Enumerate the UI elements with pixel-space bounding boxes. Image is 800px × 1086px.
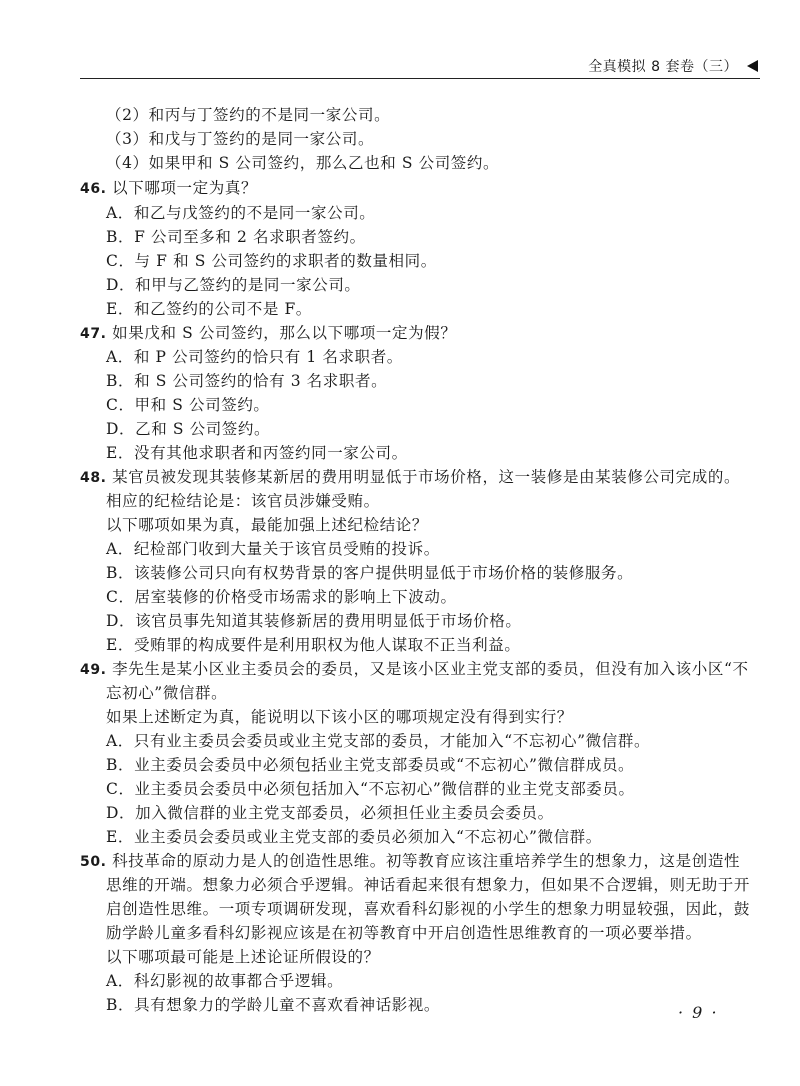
text-line [106,418,270,440]
text-line [106,994,440,1016]
line-text: （2）和丙与丁签约的不是同一家公司。 [106,106,391,124]
question-number: 47. [80,326,107,342]
text-line [106,514,428,536]
line-text: 如果上述断定为真，能说明以下该小区的哪项规定没有得到实行？ [106,708,573,726]
line-text: 科技革命的原动力是人的创造性思维。初等教育应该注重培养学生的想象力，这是创造性 [112,852,741,870]
text-line [106,778,635,800]
page-number: · 9 · [678,1003,719,1022]
line-text: E．受贿罪的构成要件是利用职权为他人谋取不正当利益。 [106,636,521,654]
page-header [80,52,760,79]
text-line [106,922,702,944]
line-text: （3）和戊与丁签约的是同一家公司。 [106,130,375,148]
line-text: 相应的纪检结论是：该官员涉嫌受贿。 [106,492,380,510]
line-text: C．与 F 和 S 公司签约的求职者的数量相同。 [106,252,437,270]
line-text: B．该装修公司只向有权势背景的客户提供明显低于市场价格的装修服务。 [106,564,634,582]
line-text: E．和乙签约的公司不是 F。 [106,300,312,318]
line-text: C．业主委员会委员中必须包括加入“不忘初心”微信群的业主党支部委员。 [106,780,635,798]
line-text: D．该官员事先知道其装修新居的费用明显低于市场价格。 [106,612,522,630]
question-stem-line [80,177,257,200]
text-line [106,202,375,224]
line-text: E．没有其他求职者和丙签约同一家公司。 [106,444,408,462]
text-line [106,370,387,392]
text-line [106,226,366,248]
line-text: A．和 P 公司签约的恰只有 1 名求职者。 [106,348,403,366]
question-stem-line [80,658,749,681]
text-line [106,874,750,896]
text-line [106,610,522,632]
text-line [106,104,390,126]
text-line [106,826,602,848]
text-line [106,634,520,656]
text-line [106,802,554,824]
question-stem-line [80,322,456,345]
text-line [106,682,227,704]
line-text: 励学龄儿童多看科幻影视应该是在初等教育中开启创造性思维教育的一项必要举措。 [106,924,702,942]
text-line [106,152,499,174]
line-text: B．和 S 公司签约的恰有 3 名求职者。 [106,372,388,390]
line-text: 启创造性思维。一项专项调研发现，喜欢看科幻影视的小学生的想象力明显较强，因此，鼓 [106,900,751,918]
line-text: A．和乙与戊签约的不是同一家公司。 [106,204,376,222]
line-text: A．纪检部门收到大量关于该官员受贿的投诉。 [106,540,440,558]
text-line [106,346,403,368]
line-text: 如果戊和 S 公司签约，那么以下哪项一定为假？ [112,324,457,342]
text-line [106,706,573,728]
text-line [106,730,650,752]
line-text: 忘初心”微信群。 [106,684,228,702]
line-text: D．和甲与乙签约的是同一家公司。 [106,276,361,294]
text-line [106,562,633,584]
text-line [106,128,374,150]
line-text: B．F 公司至多和 2 名求职者签约。 [106,228,366,246]
line-text: D．加入微信群的业主党支部委员，必须担任业主委员会委员。 [106,804,554,822]
question-number: 48. [80,470,107,486]
text-line [106,754,634,776]
text-line [106,394,270,416]
text-line [106,250,437,272]
line-text: C．甲和 S 公司签约。 [106,396,270,414]
line-text: （4）如果甲和 S 公司签约，那么乙也和 S 公司签约。 [106,154,500,172]
question-stem-line [80,850,740,873]
line-text: A．科幻影视的故事都合乎逻辑。 [106,972,344,990]
line-text: D．乙和 S 公司签约。 [106,420,271,438]
line-text: B．具有想象力的学龄儿童不喜欢看神话影视。 [106,996,440,1014]
line-text: A．只有业主委员会委员或业主党支部的委员，才能加入“不忘初心”微信群。 [106,732,651,750]
question-number: 50. [80,854,107,870]
text-line [106,898,750,920]
text-line [106,970,343,992]
line-text: B．业主委员会委员中必须包括业主党支部委员或“不忘初心”微信群成员。 [106,756,635,774]
line-text: 以下哪项如果为真，最能加强上述纪检结论？ [106,516,429,534]
text-line [106,274,361,296]
line-text: C．居室装修的价格受市场需求的影响上下波动。 [106,588,457,606]
text-line [106,586,457,608]
line-text: 以下哪项最可能是上述论证所假设的？ [106,948,380,966]
text-line [106,298,312,320]
line-text: E．业主委员会委员或业主党支部的委员必须加入“不忘初心”微信群。 [106,828,602,846]
line-text: 某官员被发现其装修某新居的费用明显低于市场价格，这一装修是由某装修公司完成的。 [112,468,741,486]
line-text: 以下哪项一定为真？ [112,179,258,197]
text-line [106,538,440,560]
question-number: 49. [80,662,107,678]
line-text: 李先生是某小区业主委员会的委员，又是该小区业主党支部的委员，但没有加入该小区“不 [112,660,749,678]
text-line [106,946,380,968]
question-number: 46. [80,181,107,197]
header-title: 全真模拟 8 套卷（三） [588,59,738,75]
triangle-marker-icon [747,60,758,72]
text-line [106,490,380,512]
line-text: 思维的开端。想象力必须合乎逻辑。神话看起来很有想象力，但如果不合逻辑，则无助于开 [106,876,751,894]
question-stem-line [80,466,740,489]
text-line [106,442,408,464]
